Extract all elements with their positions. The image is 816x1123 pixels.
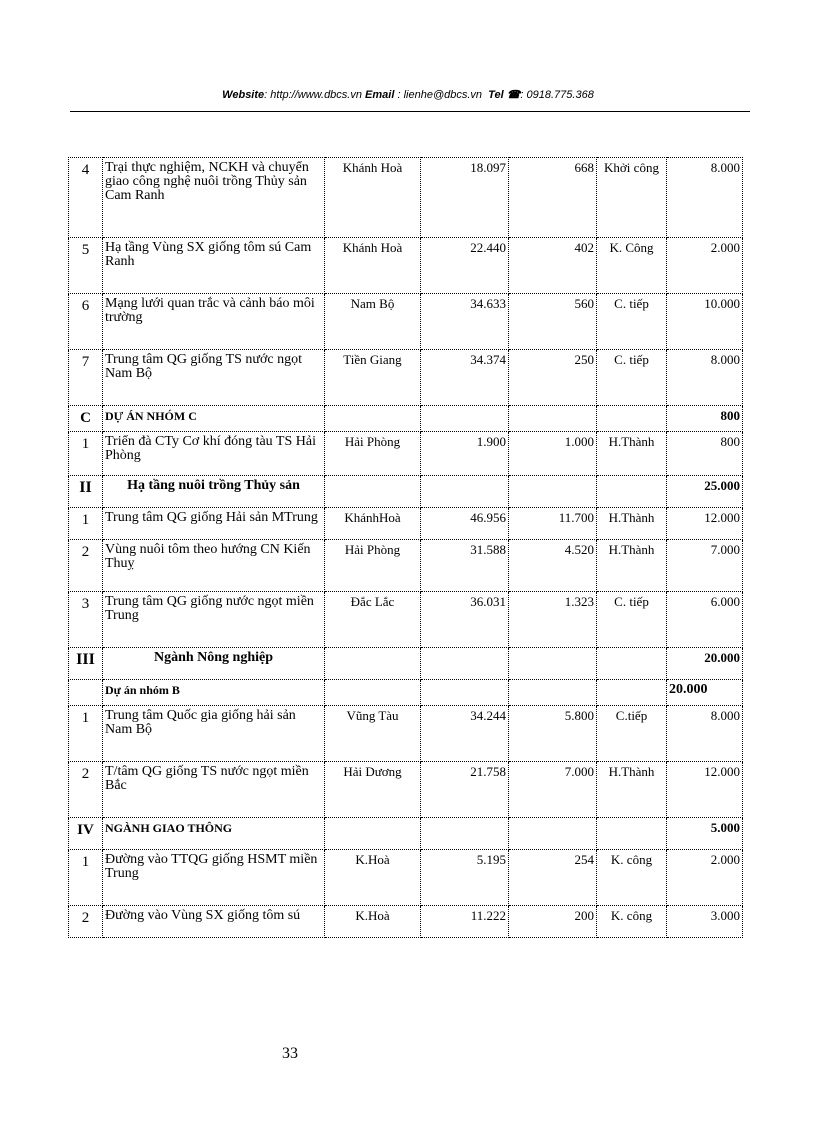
- row-number: 7: [69, 350, 103, 406]
- row-completed-value: 402: [509, 238, 597, 294]
- row-status: [597, 680, 667, 706]
- row-location: K.Hoà: [325, 906, 421, 938]
- row-plan-amount: 12.000: [667, 762, 743, 818]
- row-name: Trung tâm Quốc gia giống hải sản Nam Bộ: [103, 706, 325, 762]
- row-total-value: 18.097: [421, 158, 509, 238]
- row-name: Trại thực nghiệm, NCKH và chuyển giao công nghệ nuôi trồng Thủy sản Cam Ranh: [103, 158, 325, 238]
- table-row: [69, 850, 743, 906]
- row-plan-amount: 6.000: [667, 592, 743, 648]
- row-total-value: 11.222: [421, 906, 509, 938]
- row-plan-amount: 8.000: [667, 350, 743, 406]
- row-completed-value: [509, 406, 597, 432]
- row-name: Ngành Nông nghiệp: [103, 648, 325, 680]
- row-location: Vũng Tàu: [325, 706, 421, 762]
- row-total-value: [421, 476, 509, 508]
- row-number: II: [69, 476, 103, 508]
- row-location: [325, 680, 421, 706]
- email-label: Email: [365, 89, 395, 101]
- email-value: : lienhe@dbcs.vn: [397, 89, 483, 101]
- row-completed-value: [509, 680, 597, 706]
- row-completed-value: 250: [509, 350, 597, 406]
- row-name: Hạ tầng Vùng SX giống tôm sú Cam Ranh: [103, 238, 325, 294]
- row-total-value: 22.440: [421, 238, 509, 294]
- row-plan-amount: 25.000: [667, 476, 743, 508]
- row-total-value: 31.588: [421, 540, 509, 592]
- row-completed-value: 5.800: [509, 706, 597, 762]
- row-name: NGÀNH GIAO THÔNG: [103, 818, 325, 850]
- row-status: [597, 818, 667, 850]
- table-row: [69, 592, 743, 648]
- row-name: Vùng nuôi tôm theo hướng CN Kiến Thuỵ: [103, 540, 325, 592]
- row-total-value: 5.195: [421, 850, 509, 906]
- row-status: [597, 648, 667, 680]
- row-location: [325, 818, 421, 850]
- phone-icon: ☎: [506, 89, 521, 101]
- row-total-value: 34.374: [421, 350, 509, 406]
- row-name: Dự án nhóm B: [103, 680, 325, 706]
- table-row: [69, 818, 743, 850]
- row-name: Triển đà CTy Cơ khí đóng tàu TS Hải Phòng: [103, 432, 325, 476]
- row-number: 1: [69, 850, 103, 906]
- table-row: [69, 680, 743, 706]
- row-plan-amount: 20.000: [667, 648, 743, 680]
- row-plan-amount: 7.000: [667, 540, 743, 592]
- page-header: [0, 88, 816, 101]
- row-total-value: 34.633: [421, 294, 509, 350]
- row-plan-amount: 5.000: [667, 818, 743, 850]
- row-plan-amount: 20.000: [667, 680, 743, 706]
- table-row: [69, 706, 743, 762]
- row-name: Hạ tầng nuôi trồng Thủy sản: [103, 476, 325, 508]
- row-location: KhánhHoà: [325, 508, 421, 540]
- row-status: H.Thành: [597, 762, 667, 818]
- table-row: [69, 508, 743, 540]
- row-completed-value: 1.323: [509, 592, 597, 648]
- row-number: 1: [69, 706, 103, 762]
- row-status: K. Công: [597, 238, 667, 294]
- row-location: Tiền Giang: [325, 350, 421, 406]
- row-status: [597, 406, 667, 432]
- row-location: Hải Dương: [325, 762, 421, 818]
- row-location: [325, 476, 421, 508]
- tel-value: : 0918.775.368: [520, 89, 594, 101]
- row-status: H.Thành: [597, 432, 667, 476]
- row-location: Hải Phòng: [325, 540, 421, 592]
- row-location: [325, 406, 421, 432]
- row-total-value: 46.956: [421, 508, 509, 540]
- row-location: K.Hoà: [325, 850, 421, 906]
- row-completed-value: 254: [509, 850, 597, 906]
- row-plan-amount: 800: [667, 432, 743, 476]
- row-number: 5: [69, 238, 103, 294]
- row-number: 6: [69, 294, 103, 350]
- row-name: Mạng lưới quan trắc và cảnh báo môi trường: [103, 294, 325, 350]
- table-row: [69, 540, 743, 592]
- row-total-value: [421, 648, 509, 680]
- row-plan-amount: 2.000: [667, 850, 743, 906]
- row-number: 4: [69, 158, 103, 238]
- table-row: [69, 762, 743, 818]
- row-number: 3: [69, 592, 103, 648]
- row-location: Khánh Hoà: [325, 158, 421, 238]
- row-name: Trung tâm QG giống nước ngọt miền Trung: [103, 592, 325, 648]
- row-completed-value: 11.700: [509, 508, 597, 540]
- row-status: [597, 476, 667, 508]
- row-completed-value: 1.000: [509, 432, 597, 476]
- row-name: Trung tâm QG giống TS nước ngọt Nam Bộ: [103, 350, 325, 406]
- row-completed-value: [509, 476, 597, 508]
- row-name: Trung tâm QG giống Hải sản MTrung: [103, 508, 325, 540]
- header-rule: [70, 111, 750, 112]
- table-row: [69, 476, 743, 508]
- row-plan-amount: 800: [667, 406, 743, 432]
- row-status: C. tiếp: [597, 592, 667, 648]
- table-row: [69, 406, 743, 432]
- row-plan-amount: 3.000: [667, 906, 743, 938]
- row-number: 1: [69, 432, 103, 476]
- row-status: C. tiếp: [597, 294, 667, 350]
- row-total-value: [421, 406, 509, 432]
- tel-label: Tel: [488, 89, 504, 101]
- row-location: Nam Bộ: [325, 294, 421, 350]
- row-completed-value: 668: [509, 158, 597, 238]
- row-completed-value: 7.000: [509, 762, 597, 818]
- website-value: : http://www.dbcs.vn: [264, 89, 362, 101]
- row-plan-amount: 8.000: [667, 706, 743, 762]
- row-completed-value: 200: [509, 906, 597, 938]
- row-number: 2: [69, 906, 103, 938]
- row-location: Đắc Lắc: [325, 592, 421, 648]
- row-location: Hải Phòng: [325, 432, 421, 476]
- row-total-value: [421, 818, 509, 850]
- row-plan-amount: 2.000: [667, 238, 743, 294]
- row-number: 2: [69, 540, 103, 592]
- row-number: III: [69, 648, 103, 680]
- row-status: C.tiếp: [597, 706, 667, 762]
- row-name: Đường vào TTQG giống HSMT miền Trung: [103, 850, 325, 906]
- row-name: Đường vào Vùng SX giống tôm sú: [103, 906, 325, 938]
- row-completed-value: [509, 648, 597, 680]
- website-label: Website: [222, 89, 265, 101]
- row-total-value: 21.758: [421, 762, 509, 818]
- row-status: H.Thành: [597, 508, 667, 540]
- table-row: [69, 238, 743, 294]
- row-total-value: 34.244: [421, 706, 509, 762]
- row-status: H.Thành: [597, 540, 667, 592]
- row-plan-amount: 12.000: [667, 508, 743, 540]
- row-number: 1: [69, 508, 103, 540]
- row-completed-value: 560: [509, 294, 597, 350]
- row-number: C: [69, 406, 103, 432]
- table-row: [69, 294, 743, 350]
- table-row: [69, 648, 743, 680]
- row-status: C. tiếp: [597, 350, 667, 406]
- row-location: Khánh Hoà: [325, 238, 421, 294]
- row-plan-amount: 10.000: [667, 294, 743, 350]
- table-row: [69, 906, 743, 938]
- row-status: K. công: [597, 906, 667, 938]
- row-total-value: 1.900: [421, 432, 509, 476]
- row-name: DỰ ÁN NHÓM C: [103, 406, 325, 432]
- row-name: T/tâm QG giống TS nước ngọt miền Bắc: [103, 762, 325, 818]
- row-completed-value: 4.520: [509, 540, 597, 592]
- row-location: [325, 648, 421, 680]
- row-total-value: [421, 680, 509, 706]
- row-number: [69, 680, 103, 706]
- table-row: [69, 432, 743, 476]
- project-table: [68, 157, 743, 938]
- row-completed-value: [509, 818, 597, 850]
- row-plan-amount: 8.000: [667, 158, 743, 238]
- row-number: IV: [69, 818, 103, 850]
- row-number: 2: [69, 762, 103, 818]
- table-row: [69, 350, 743, 406]
- row-status: Khởi công: [597, 158, 667, 238]
- table-row: [69, 158, 743, 238]
- row-total-value: 36.031: [421, 592, 509, 648]
- row-status: K. công: [597, 850, 667, 906]
- page-number: 33: [282, 1045, 298, 1062]
